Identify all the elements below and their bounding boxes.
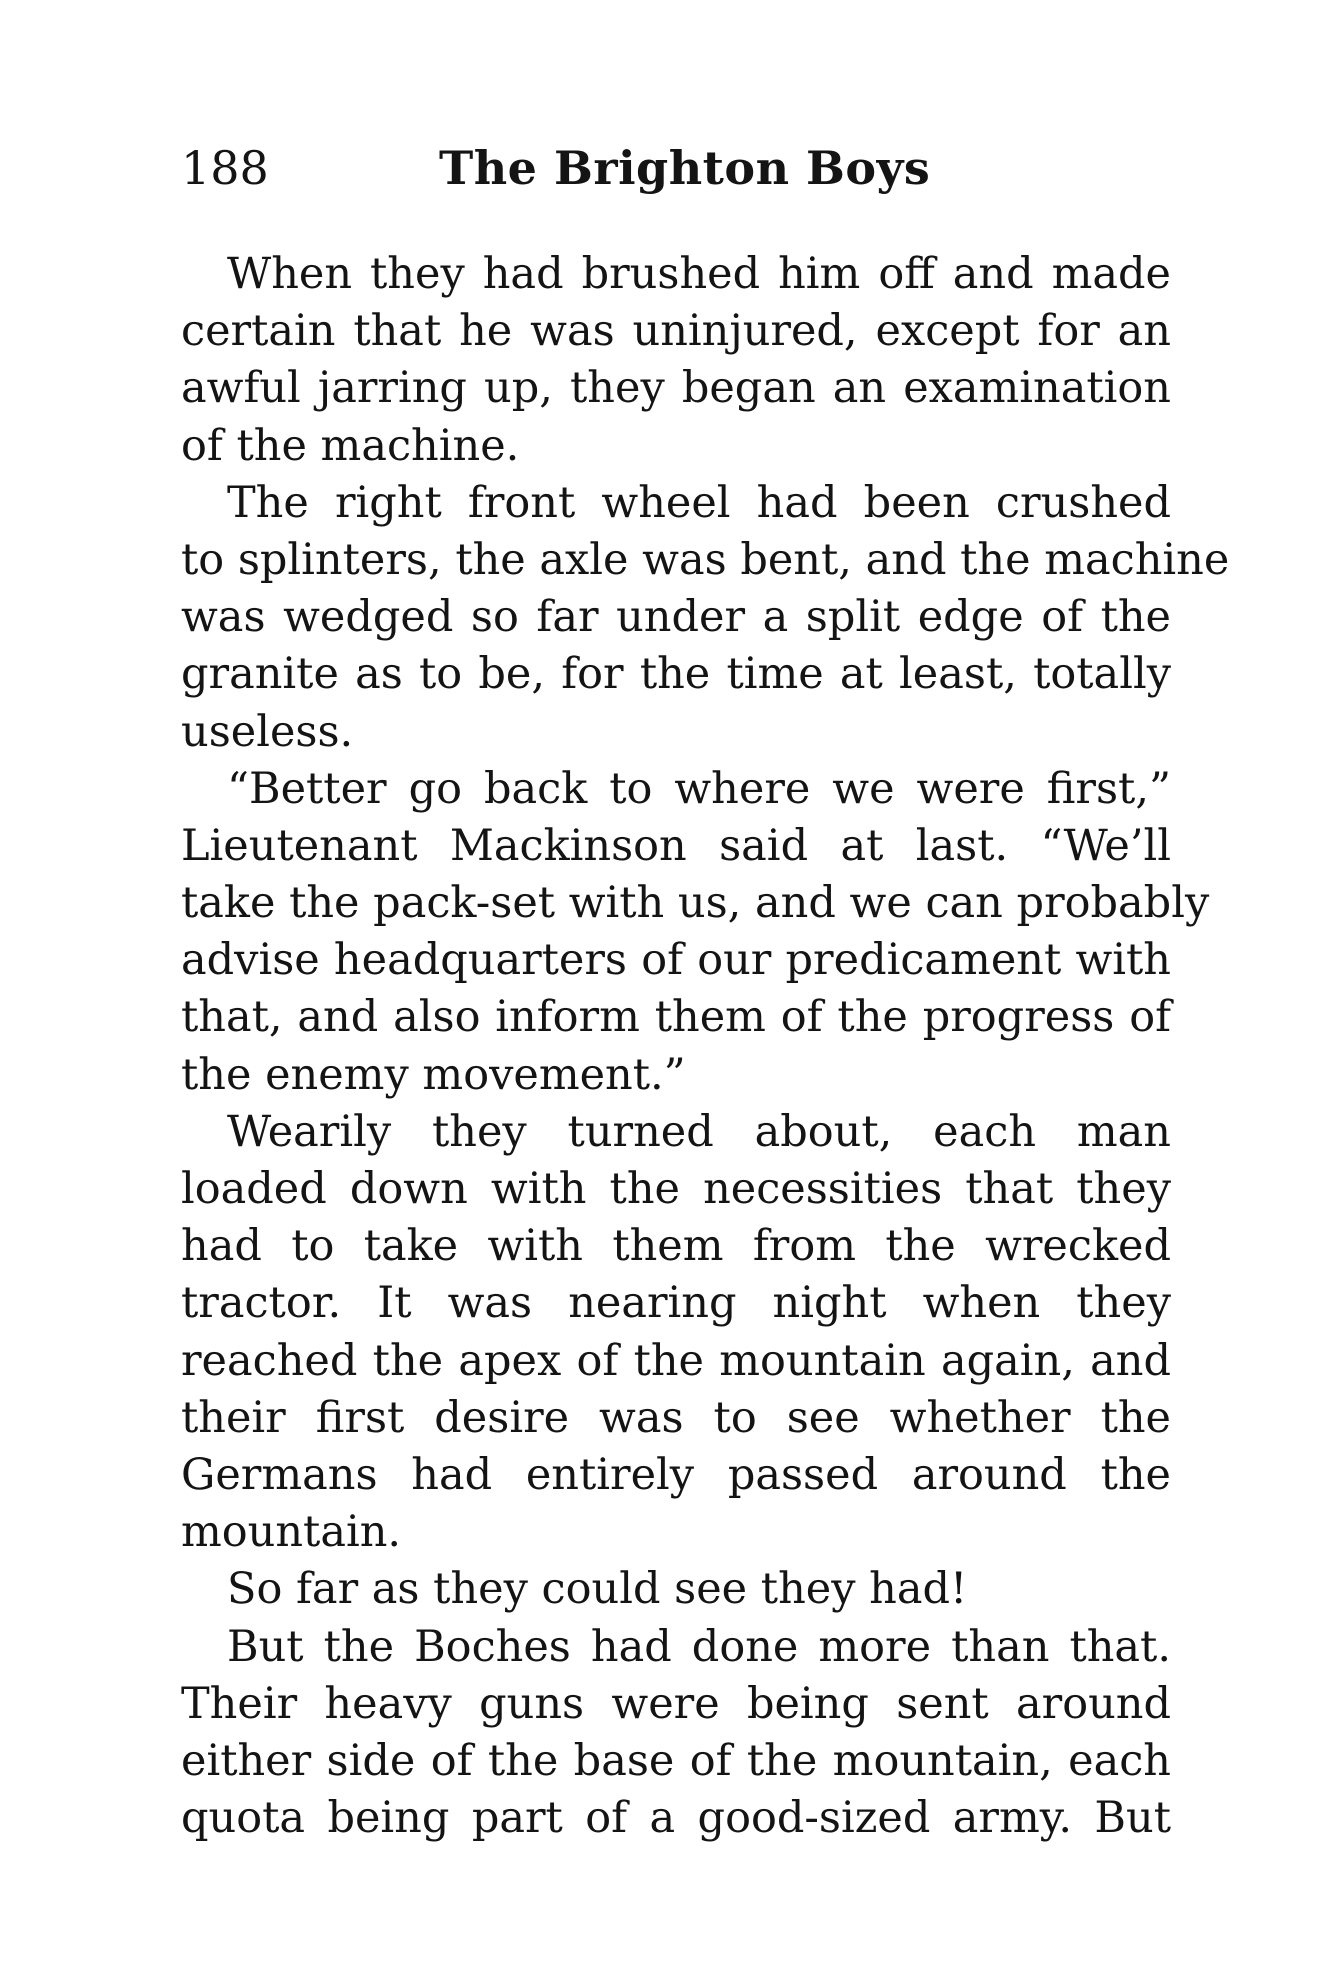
text-line: The right front wheel had been crushed	[227, 477, 1171, 528]
text-line: Their heavy guns were being sent around	[181, 1678, 1171, 1729]
text-line: tractor. It was nearing night when they	[181, 1278, 1171, 1329]
paragraph	[181, 246, 1171, 475]
text-line: “Better go back to where we were first,”	[227, 763, 1171, 814]
running-title: The Brighton Boys	[439, 141, 931, 195]
text-line: Germans had entirely passed around the	[181, 1449, 1171, 1500]
text-line: that, and also inform them of the progress of	[181, 992, 1171, 1043]
text-line: of the machine.	[181, 420, 520, 471]
text-line: loaded down with the necessities that they	[181, 1164, 1171, 1214]
text-line: granite as to be, for the time at least, totally	[181, 649, 1171, 700]
text-line: either side of the base of the mountain, each	[181, 1735, 1171, 1786]
text-line: advise headquarters of our predicament with	[181, 935, 1171, 986]
text-line: their first desire was to see whether the	[181, 1392, 1171, 1443]
paragraph	[181, 761, 1210, 1104]
text-line: So far as they could see they had!	[227, 1564, 968, 1615]
text-line: When they had brushed him off and made	[227, 249, 1171, 299]
text-line: But the Boches had done more than that.	[227, 1621, 1171, 1672]
paragraph	[181, 1561, 1171, 1618]
text-line: to splinters, the axle was bent, and the machine	[181, 534, 1230, 585]
text-line: quota being part of a good-sized army. But	[181, 1793, 1171, 1844]
text-line: Lieutenant Mackinson said at last. “We’ll	[181, 820, 1171, 871]
text-line: the enemy movement.”	[181, 1049, 686, 1100]
text-line: mountain.	[181, 1507, 402, 1558]
text-line: awful jarring up, they began an examination	[181, 363, 1171, 414]
paragraph	[181, 1619, 1171, 1848]
body-text	[181, 246, 1230, 1847]
text-line: was wedged so far under a split edge of the	[181, 592, 1171, 643]
running-head	[181, 138, 1171, 198]
text-line: had to take with them from the wrecked	[181, 1221, 1171, 1272]
text-line: useless.	[181, 706, 354, 757]
paragraph	[181, 1104, 1171, 1562]
paragraph	[181, 475, 1230, 761]
text-line: Wearily they turned about, each man	[227, 1106, 1171, 1157]
text-line: reached the apex of the mountain again, and	[181, 1335, 1171, 1386]
text-line: take the pack-set with us, and we can probably	[181, 878, 1210, 929]
page-number: 188	[181, 141, 269, 195]
text-line: certain that he was uninjured, except for an	[181, 306, 1171, 357]
